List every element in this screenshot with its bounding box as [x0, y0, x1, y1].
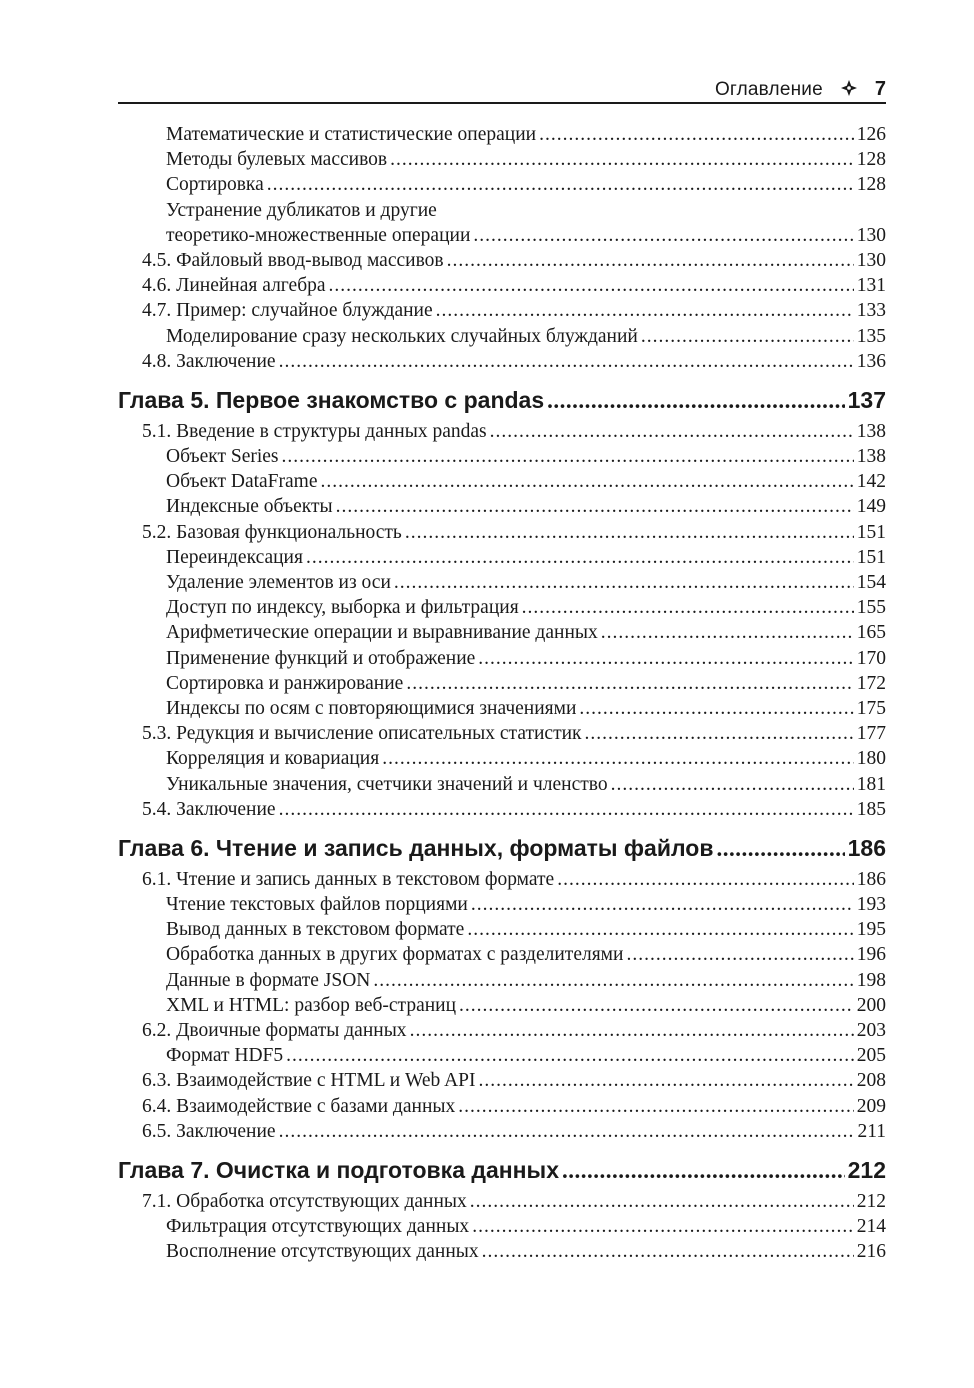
toc-entry-page: 196 — [856, 944, 886, 966]
toc-entry-title: Индексы по осям с повторяющимися значениями — [166, 697, 577, 719]
toc-section-entry[interactable] — [118, 1119, 886, 1144]
toc-entry-title: Глава 5. Первое знакомство с pandas — [118, 386, 545, 413]
toc-entry-page: 214 — [856, 1216, 886, 1238]
dot-leader — [611, 772, 854, 797]
toc-subsection-entry[interactable] — [118, 646, 886, 671]
dot-leader — [436, 298, 854, 323]
toc-entry-page: 203 — [856, 1020, 886, 1041]
toc-entry-page: 185 — [856, 798, 886, 820]
toc-entry-title: 4.8. Заключение — [142, 350, 276, 372]
toc-entry-title: 7.1. Обработка отсутствующих данных — [142, 1190, 467, 1212]
toc-entry-page: 142 — [856, 471, 886, 493]
dot-leader — [479, 1068, 854, 1093]
toc-subsection-entry[interactable] — [118, 494, 886, 519]
toc-entry-title: Объект DataFrame — [166, 471, 318, 493]
toc-entry-page: 136 — [856, 350, 886, 372]
toc-entry-page: 212 — [847, 1156, 886, 1183]
toc-entry-title: Формат HDF5 — [166, 1045, 284, 1067]
toc-entry-page: 138 — [856, 420, 886, 442]
toc-section-entry[interactable] — [118, 419, 886, 444]
dot-leader — [473, 223, 853, 248]
toc-entry-title: 5.4. Заключение — [142, 798, 276, 820]
toc-entry-title: 6.4. Взаимодействие с базами данных — [142, 1095, 456, 1117]
toc-entry-title: Доступ по индексу, выборка и фильтрация — [166, 597, 519, 619]
toc-chapter-entry[interactable] — [118, 384, 886, 417]
toc-entry-page: 165 — [856, 622, 886, 644]
toc-entry-page: 155 — [856, 597, 886, 619]
toc-entry-title: 4.7. Пример: случайное блуждание — [142, 300, 433, 322]
toc-subsection-entry[interactable] — [118, 696, 886, 721]
toc-entry-title: теоретико-множественные операции — [166, 224, 471, 246]
toc-entry-title: 6.3. Взаимодействие с HTML и Web API — [142, 1070, 476, 1092]
toc-section-entry[interactable] — [118, 520, 886, 545]
dot-leader — [601, 620, 854, 645]
toc-subsection-entry[interactable] — [118, 198, 886, 223]
dot-leader — [459, 993, 854, 1018]
toc-section-entry[interactable] — [118, 1018, 886, 1043]
toc-entry-title: Удаление элементов из оси — [166, 572, 391, 593]
toc-entry-title: 5.2. Базовая функциональность — [142, 521, 402, 543]
toc-entry-page: 186 — [856, 868, 886, 890]
page-number: 7 — [874, 78, 886, 100]
dot-leader — [279, 1119, 855, 1144]
toc-entry-title: Глава 6. Чтение и запись данных, форматы файлов — [118, 834, 714, 861]
toc-entry-title: XML и HTML: разбор веб-страниц — [166, 994, 457, 1016]
dot-leader — [472, 1214, 854, 1239]
toc-entry-page: 180 — [856, 748, 886, 770]
toc-section-entry[interactable] — [118, 1189, 886, 1214]
toc-entry-page: 137 — [847, 386, 886, 413]
toc-entry-page: 212 — [856, 1190, 886, 1212]
toc-entry-page: 128 — [856, 174, 886, 196]
dot-leader — [282, 444, 854, 469]
toc-section-entry[interactable] — [118, 1068, 886, 1093]
toc-entry-page: 133 — [856, 300, 886, 322]
toc-entry-title: Глава 7. Очистка и подготовка данных — [118, 1156, 559, 1183]
toc-entry-title: 5.1. Введение в структуры данных pandas — [142, 420, 487, 442]
toc-subsection-entry[interactable] — [118, 172, 886, 197]
dot-leader — [482, 1239, 854, 1264]
toc-subsection-entry[interactable] — [118, 223, 886, 248]
toc-entry-title: Чтение текстовых файлов порциями — [166, 894, 468, 916]
header-group — [715, 78, 886, 101]
toc-entry-page: 154 — [856, 572, 886, 593]
dot-leader — [382, 746, 854, 771]
toc-section-entry[interactable] — [118, 797, 886, 822]
toc-subsection-entry[interactable] — [118, 772, 886, 797]
toc-subsection-entry[interactable] — [118, 942, 886, 967]
dot-leader — [471, 892, 854, 917]
toc-entry-title: 4.6. Линейная алгебра — [142, 275, 326, 297]
toc-section-entry[interactable] — [118, 248, 886, 273]
toc-entry-title: Арифметические операции и выравнивание данных — [166, 622, 598, 644]
dot-leader — [279, 349, 854, 374]
toc-subsection-entry[interactable] — [118, 1214, 886, 1239]
toc-entry-title: Применение функций и отображение — [166, 647, 476, 669]
toc-entry-title: Сортировка и ранжирование — [166, 672, 404, 694]
toc-section-entry[interactable] — [118, 349, 886, 374]
dot-leader — [547, 384, 844, 417]
toc-entry-page: 131 — [856, 275, 886, 297]
toc-entry-title: Переиндексация — [166, 546, 303, 568]
toc-subsection-entry[interactable] — [118, 746, 886, 771]
toc-chapter-entry[interactable] — [118, 1154, 886, 1187]
diamond-ornament-icon — [841, 80, 857, 98]
toc-entry-page: 208 — [856, 1070, 886, 1092]
dot-leader — [641, 324, 854, 349]
toc-entry-title: Вывод данных в текстовом формате — [166, 919, 465, 941]
dot-leader — [306, 545, 854, 570]
toc-entry-title: Фильтрация отсутствующих данных — [166, 1216, 470, 1238]
running-header — [118, 78, 886, 104]
toc-entry-title: 4.5. Файловый ввод-вывод массивов — [142, 249, 444, 271]
toc-subsection-entry[interactable] — [118, 444, 886, 469]
toc-chapter-entry[interactable] — [118, 832, 886, 865]
dot-leader — [470, 1189, 854, 1214]
toc-entry-page: 138 — [856, 446, 886, 468]
dot-leader — [447, 248, 854, 273]
dot-leader — [716, 832, 844, 865]
dot-leader — [490, 419, 854, 444]
dot-leader — [373, 968, 853, 993]
toc-entry-page: 195 — [856, 919, 886, 941]
toc-entry-page: 130 — [856, 224, 886, 246]
toc-section-entry[interactable] — [118, 1094, 886, 1119]
dot-leader — [562, 1154, 845, 1187]
dot-leader — [279, 797, 854, 822]
toc-entry-page: 186 — [847, 834, 886, 861]
dot-leader — [626, 942, 853, 967]
toc-entry-title: Моделирование сразу нескольких случайных блужданий — [166, 325, 638, 347]
toc-entry-page: 170 — [856, 647, 886, 669]
toc-entry-title: Сортировка — [166, 174, 264, 196]
toc-entry-title: Обработка данных в других форматах с разделителями — [166, 944, 624, 966]
dot-leader — [410, 1018, 854, 1043]
toc-section-entry[interactable] — [118, 867, 886, 892]
toc-entry-title: 5.3. Редукция и вычисление описательных статистик — [142, 723, 582, 745]
toc-subsection-entry[interactable] — [118, 917, 886, 942]
toc-entry-page: 149 — [856, 496, 886, 518]
toc-entry-title: Корреляция и ковариация — [166, 748, 380, 770]
dot-leader — [458, 1094, 854, 1119]
toc-entry-page: 205 — [856, 1045, 886, 1067]
dot-leader — [539, 122, 854, 147]
table-of-contents — [118, 122, 886, 1265]
toc-entry-page: 135 — [856, 325, 886, 347]
toc-entry-page: 151 — [856, 521, 886, 543]
toc-subsection-entry[interactable] — [118, 892, 886, 917]
toc-entry-page: 128 — [856, 149, 886, 171]
dot-leader — [267, 172, 854, 197]
toc-subsection-entry[interactable] — [118, 545, 886, 570]
toc-entry-page: 216 — [856, 1241, 886, 1263]
toc-section-entry[interactable] — [118, 273, 886, 298]
toc-entry-page: 126 — [856, 124, 886, 145]
toc-entry-title: 6.5. Заключение — [142, 1120, 276, 1142]
dot-leader — [406, 671, 853, 696]
toc-entry-page: 130 — [856, 249, 886, 271]
toc-section-entry[interactable] — [118, 298, 886, 323]
toc-subsection-entry[interactable] — [118, 968, 886, 993]
toc-entry-title: Объект Series — [166, 446, 279, 468]
toc-subsection-entry[interactable] — [118, 671, 886, 696]
toc-entry-title: Уникальные значения, счетчики значений и членство — [166, 773, 608, 795]
header-title: Оглавление — [714, 79, 823, 100]
toc-subsection-entry[interactable] — [118, 595, 886, 620]
toc-entry-page: 172 — [856, 672, 886, 694]
dot-leader — [585, 721, 854, 746]
toc-subsection-entry[interactable] — [118, 469, 886, 494]
dot-leader — [394, 570, 854, 595]
toc-entry-title: Восполнение отсутствующих данных — [166, 1241, 479, 1263]
dot-leader — [329, 273, 854, 298]
toc-subsection-entry[interactable] — [118, 570, 886, 595]
dot-leader — [557, 867, 854, 892]
toc-entry-title: Устранение дубликатов и другие — [166, 199, 437, 221]
dot-leader — [336, 494, 854, 519]
toc-entry-title: Методы булевых массивов — [166, 149, 388, 171]
toc-entry-page: 193 — [856, 894, 886, 916]
toc-subsection-entry[interactable] — [118, 993, 886, 1018]
toc-entry-page: 211 — [857, 1120, 886, 1142]
toc-entry-page: 198 — [856, 969, 886, 991]
toc-entry-page: 151 — [856, 546, 886, 568]
toc-subsection-entry[interactable] — [118, 122, 886, 147]
dot-leader — [579, 696, 853, 721]
dot-leader — [390, 147, 854, 172]
toc-section-entry[interactable] — [118, 721, 886, 746]
toc-subsection-entry[interactable] — [118, 1043, 886, 1068]
toc-entry-title: Математические и статистические операции — [166, 124, 537, 145]
toc-entry-page: 181 — [856, 773, 886, 795]
toc-entry-title: 6.2. Двоичные форматы данных — [142, 1020, 407, 1041]
toc-subsection-entry[interactable] — [118, 620, 886, 645]
dot-leader — [478, 646, 853, 671]
toc-entry-page: 177 — [856, 723, 886, 745]
toc-entry-page: 200 — [856, 994, 886, 1016]
dot-leader — [405, 520, 854, 545]
dot-leader — [321, 469, 854, 494]
toc-subsection-entry[interactable] — [118, 1239, 886, 1264]
dot-leader — [522, 595, 854, 620]
dot-leader — [467, 917, 853, 942]
toc-entry-title: 6.1. Чтение и запись данных в текстовом формате — [142, 868, 555, 890]
toc-entry-title: Данные в формате JSON — [166, 969, 371, 991]
toc-entry-title: Индексные объекты — [166, 496, 333, 518]
dot-leader — [286, 1043, 854, 1068]
toc-entry-page: 175 — [856, 697, 886, 719]
toc-subsection-entry[interactable] — [118, 147, 886, 172]
toc-entry-page: 209 — [856, 1095, 886, 1117]
toc-subsection-entry[interactable] — [118, 324, 886, 349]
